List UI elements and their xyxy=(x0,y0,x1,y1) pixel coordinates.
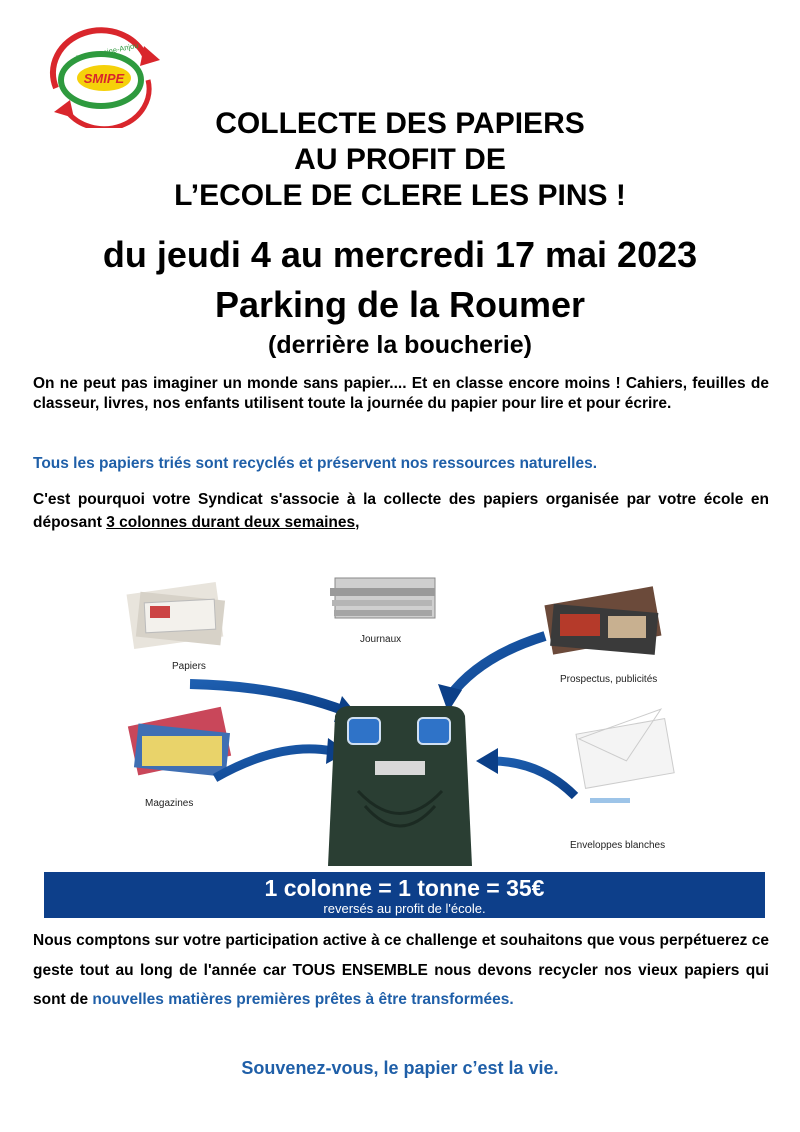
label-papiers: Papiers xyxy=(172,661,206,672)
p3-start: C'est pourquoi votre Syndicat s'associe à la collecte des papiers organisée par votre école en déposant xyxy=(33,491,769,531)
magazines-icon xyxy=(128,707,231,777)
label-journaux: Journaux xyxy=(360,634,402,645)
intro-paragraph-1: On ne peut pas imaginer un monde sans papier.... Et en classe encore moins ! Cahiers, feuilles de classeur, livres, nos enfants utilisent toute la journée du papier pour lire et pour écrire. xyxy=(33,375,769,412)
flyers-icon xyxy=(544,586,661,655)
envelopes-icon xyxy=(576,709,674,803)
label-prospectus: Prospectus, publicités xyxy=(560,674,658,685)
banner-main: 1 colonne = 1 tonne = 35€ xyxy=(264,875,545,901)
title-line-3: L’ECOLE DE CLERE LES PINS ! xyxy=(174,179,626,212)
arrow-envelopes-icon xyxy=(492,761,575,796)
label-enveloppes: Enveloppes blanches xyxy=(570,840,666,851)
arrow-flyers-icon xyxy=(450,636,545,696)
closing-highlight: nouvelles matières premières prêtes à être transformées. xyxy=(92,991,514,1008)
banner-sub: reversés au profit de l'école. xyxy=(323,901,486,916)
arrowhead-4 xyxy=(476,748,498,774)
event-dates: du jeudi 4 au mercredi 17 mai 2023 xyxy=(102,234,698,275)
title-line-2: AU PROFIT DE xyxy=(294,143,506,176)
page-title xyxy=(0,106,800,214)
recycling-illustration xyxy=(120,566,690,866)
title-line-1: COLLECTE DES PAPIERS xyxy=(215,107,585,140)
p3-underline: 3 colonnes durant deux semaines xyxy=(106,514,356,531)
intro-paragraph-2: Tous les papiers triés sont recyclés et préservent nos ressources naturelles. xyxy=(33,455,597,472)
newspapers-icon xyxy=(330,578,435,618)
p3-end: , xyxy=(355,514,360,531)
logo-arc-text: Val Touraine-Anjou xyxy=(75,40,140,63)
arrow-magazines-icon xyxy=(215,749,332,778)
closing-paragraph xyxy=(33,926,769,1015)
event-place: Parking de la Roumer xyxy=(214,284,586,325)
recycling-container-icon xyxy=(328,706,472,866)
closing-part1: Nous comptons sur votre participation active à ce challenge et souhaitons que vous perpétuerez ce geste tout au long de l'année car TOUS ENSEMBLE nous devons recycler nos vieux papiers qui sont de xyxy=(33,932,769,1008)
event-place-detail: (derrière la boucherie) xyxy=(268,331,532,359)
intro-paragraph-3 xyxy=(33,488,769,534)
papers-pile-icon xyxy=(127,582,226,649)
slogan: Souvenez-vous, le papier c’est la vie. xyxy=(241,1058,559,1078)
label-magazines: Magazines xyxy=(145,798,194,809)
info-banner xyxy=(44,872,765,918)
logo-name: SMIPE xyxy=(83,71,125,86)
arrow-papers-icon xyxy=(190,684,345,711)
